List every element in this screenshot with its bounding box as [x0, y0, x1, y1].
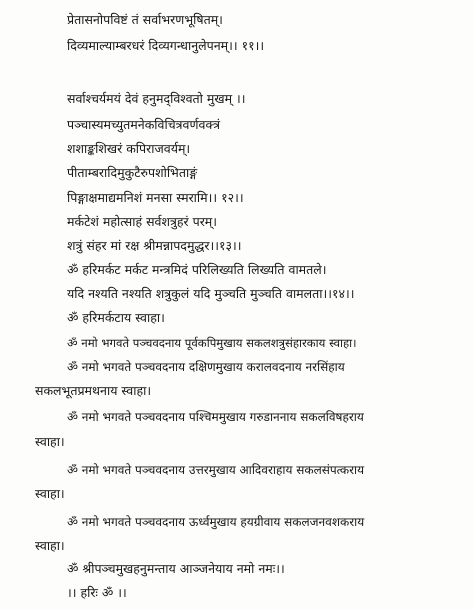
verse-line-10: ॐ हरिमर्कट मर्कट मन्त्रमिदं परिलिख्यति लिख्यति वामतले।	[67, 262, 327, 277]
verse-line-14: ॐ नमो भगवते पञ्चवदनाय दक्षिणमुखाय करालवदनाय नरसिंहाय	[67, 360, 345, 374]
verse-line-3: सर्वाश्चर्यमयं देवं हनुमद्‌विश्वतो मुखम् ।।	[67, 91, 246, 106]
verse-line-9: शत्रुं संहर मां रक्ष श्रीमन्नापदमुद्धर।।१३।।	[67, 238, 242, 253]
verse-line-5: शशाङ्कशिखरं कपिराजवर्यम्।	[67, 141, 191, 156]
verse-line-17: स्वाहा।	[35, 434, 65, 449]
verse-line-20: ॐ नमो भगवते पञ्चवदनाय ऊर्ध्वमुखाय हयग्रीवाय सकलजनवशकराय	[67, 515, 365, 529]
verse-line-22: ॐ श्रीपञ्चमुखहनुमन्ताय आञ्जनेयाय नमो नमः।।	[67, 561, 285, 576]
verse-line-4: पञ्चास्यमच्युतमनेकविचित्रवर्णवक्त्रं	[67, 117, 221, 132]
verse-line-16: ॐ नमो भगवते पञ्चवदनाय पश्चिममुखाय गरुडाननाय सकलविषहराय	[67, 410, 364, 424]
verse-line-21: स्वाहा।	[35, 538, 65, 553]
closing-line: ।। हरिः ॐ ।।	[67, 585, 127, 600]
verse-line-15: सकलभूतप्रमथनाय स्वाहा।	[35, 383, 152, 398]
verse-line-6: पीताम्बरादिमुकुटैरुपशोभिताङ्गं	[67, 165, 198, 180]
verse-line-2: दिव्यमाल्याम्बरधरं दिव्यगन्धानुलेपनम्।। ११।।	[67, 38, 265, 53]
verse-line-1: प्रेतासनोपविष्टं तं सर्वाभरणभूषितम्।	[67, 12, 223, 27]
verse-line-19: स्वाहा।	[35, 486, 65, 501]
verse-line-11: यदि नश्यति नश्यति शत्रुकुलं यदि मुञ्चति मुञ्चति वामलता।।१४।।	[67, 286, 355, 301]
verse-line-18: ॐ नमो भगवते पञ्चवदनाय उत्तरमुखाय आदिवराहाय सकलसंपत्कराय	[67, 463, 365, 477]
verse-line-8: मर्कटेशं महोत्साहं सर्वशत्रुहरं परम्।	[67, 214, 218, 229]
verse-line-12: ॐ हरिमर्कटाय स्वाहा।	[67, 310, 165, 325]
verse-line-13: ॐ नमो भगवते पञ्चवदनाय पूर्वकपिमुखाय सकलशत्रुसंहारकाय स्वाहा।	[67, 336, 357, 350]
verse-line-7: पिङ्गाक्षमाद्यमनिशं मनसा स्मरामि।। १२।।	[67, 190, 244, 205]
